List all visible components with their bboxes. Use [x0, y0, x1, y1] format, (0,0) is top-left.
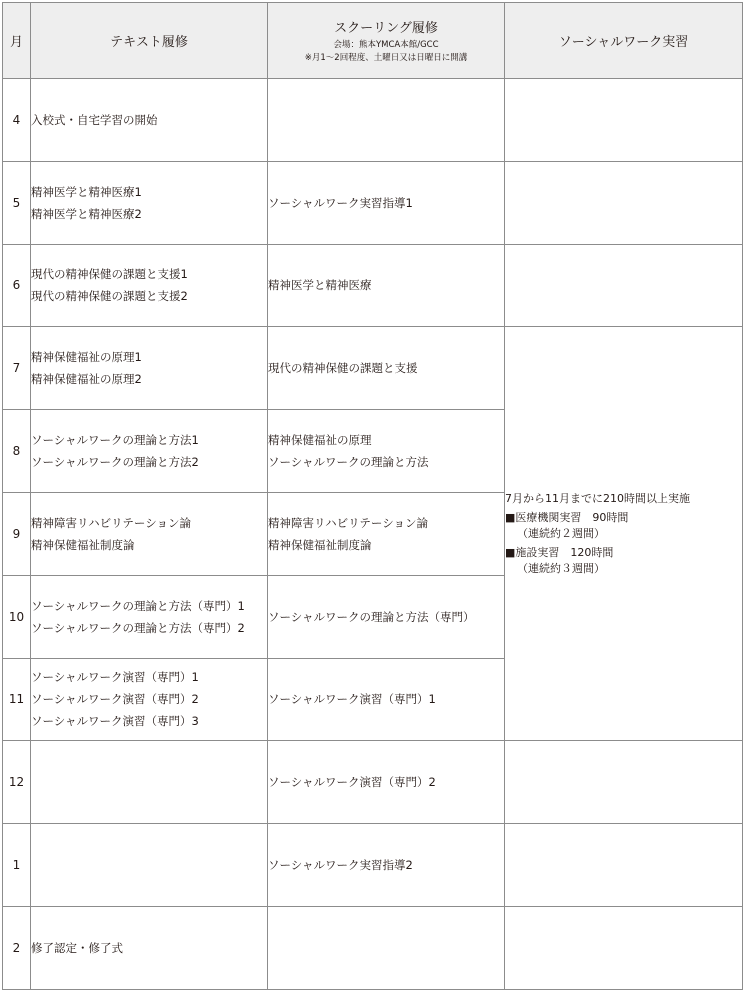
schooling-item: ソーシャルワーク実習指導2	[268, 858, 413, 873]
table-header-row	[3, 3, 743, 79]
month-cell: 4	[3, 79, 31, 162]
text-course-cell	[31, 741, 268, 824]
table-row	[3, 906, 743, 989]
month-cell: 10	[3, 575, 31, 658]
text-course-cell	[31, 824, 268, 907]
curriculum-schedule-table	[2, 2, 743, 990]
table-row	[3, 79, 743, 162]
header-social-work-practicum: ソーシャルワーク実習	[505, 3, 743, 79]
schooling-item: ソーシャルワークの理論と方法（専門）	[268, 609, 475, 624]
schooling-item: ソーシャルワーク演習（専門）2	[268, 775, 436, 790]
schooling-cell	[268, 79, 505, 162]
schooling-item: 精神保健福祉制度論	[268, 537, 372, 552]
month-cell: 9	[3, 492, 31, 575]
text-course-item: 精神保健福祉制度論	[31, 537, 135, 552]
month-cell: 2	[3, 906, 31, 989]
month-cell: 8	[3, 410, 31, 493]
month-cell: 11	[3, 658, 31, 741]
practicum-cell	[505, 244, 743, 327]
text-course-item: ソーシャルワークの理論と方法（専門）2	[31, 620, 245, 635]
text-course-cell	[31, 575, 268, 658]
text-course-item: ソーシャルワークの理論と方法1	[31, 433, 199, 448]
schooling-item: 精神医学と精神医療	[268, 278, 372, 293]
practicum-medical-detail: （連続約２週間）	[517, 526, 605, 540]
schooling-cell	[268, 906, 505, 989]
text-course-cell	[31, 244, 268, 327]
header-schooling-venue: 会場：熊本YMCA本館/GCC	[333, 39, 439, 50]
schooling-cell	[268, 658, 505, 741]
table-row	[3, 741, 743, 824]
schooling-cell	[268, 492, 505, 575]
schooling-cell	[268, 161, 505, 244]
text-course-item: 精神医学と精神医療2	[31, 206, 142, 221]
text-course-item: ソーシャルワーク演習（専門）3	[31, 714, 199, 729]
header-schooling	[268, 3, 505, 79]
header-text-course: テキスト履修	[31, 3, 268, 79]
table-row	[3, 244, 743, 327]
practicum-medical-label: ■医療機関実習 90時間	[505, 510, 629, 524]
schooling-item: 精神保健福祉の原理	[268, 433, 372, 448]
schooling-item: ソーシャルワーク演習（専門）1	[268, 692, 436, 707]
schooling-item: 精神障害リハビリテーション論	[268, 515, 428, 530]
practicum-cell	[505, 824, 743, 907]
text-course-item: ソーシャルワークの理論と方法2	[31, 455, 199, 470]
practicum-summary: 7月から11月までに210時間以上実施	[505, 491, 690, 505]
practicum-cell	[505, 906, 743, 989]
header-schooling-title: スクーリング履修	[334, 20, 438, 36]
text-course-cell	[31, 410, 268, 493]
month-cell: 5	[3, 161, 31, 244]
month-cell: 12	[3, 741, 31, 824]
table-row	[3, 824, 743, 907]
text-course-item: ソーシャルワーク演習（専門）1	[31, 670, 199, 685]
text-course-cell	[31, 658, 268, 741]
schooling-cell	[268, 244, 505, 327]
table-row	[3, 327, 743, 410]
month-cell: 6	[3, 244, 31, 327]
practicum-cell	[505, 79, 743, 162]
text-course-item: 精神保健福祉の原理2	[31, 372, 142, 387]
text-course-item: 修了認定・修了式	[31, 940, 123, 955]
schooling-cell	[268, 410, 505, 493]
text-course-item: 精神医学と精神医療1	[31, 184, 142, 199]
practicum-cell	[505, 741, 743, 824]
practicum-facility-detail: （連続約３週間）	[517, 561, 605, 575]
text-course-item: 現代の精神保健の課題と支援1	[31, 267, 188, 282]
table-row	[3, 161, 743, 244]
header-schooling-note: ※月1〜2回程度、土曜日又は日曜日に開講	[304, 52, 468, 63]
month-cell: 1	[3, 824, 31, 907]
text-course-item: 精神保健福祉の原理1	[31, 350, 142, 365]
schooling-cell	[268, 327, 505, 410]
schooling-item: ソーシャルワークの理論と方法	[268, 455, 429, 470]
schooling-item: ソーシャルワーク実習指導1	[268, 195, 413, 210]
practicum-facility-label: ■施設実習 120時間	[505, 545, 614, 559]
text-course-cell	[31, 906, 268, 989]
text-course-item: ソーシャルワーク演習（専門）2	[31, 692, 199, 707]
text-course-cell	[31, 327, 268, 410]
schooling-cell	[268, 575, 505, 658]
text-course-item: 精神障害リハビリテーション論	[31, 515, 191, 530]
text-course-item: 現代の精神保健の課題と支援2	[31, 289, 188, 304]
text-course-item: ソーシャルワークの理論と方法（専門）1	[31, 598, 245, 613]
month-cell: 7	[3, 327, 31, 410]
practicum-cell	[505, 161, 743, 244]
text-course-item: 入校式・自宅学習の開始	[31, 112, 158, 127]
practicum-merged-cell	[505, 327, 743, 741]
header-month: 月	[3, 3, 31, 79]
schooling-cell	[268, 741, 505, 824]
text-course-cell	[31, 492, 268, 575]
text-course-cell	[31, 161, 268, 244]
schooling-cell	[268, 824, 505, 907]
text-course-cell	[31, 79, 268, 162]
schooling-item: 現代の精神保健の課題と支援	[268, 361, 418, 376]
